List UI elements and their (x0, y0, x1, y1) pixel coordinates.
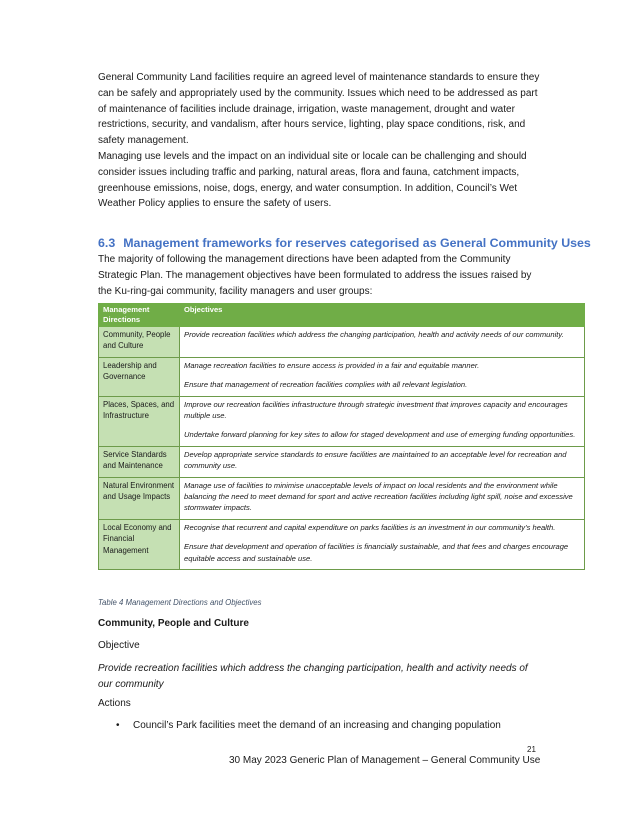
section-number: 6.3 (98, 236, 116, 250)
objective-label: Objective (98, 640, 140, 651)
bullet-icon: • (116, 720, 120, 731)
section-title: Management frameworks for reserves categorised as General Community Uses (123, 236, 591, 250)
table-row (99, 327, 585, 358)
section-intro: The majority of following the management directions have been adapted from the Community Strategic Plan. The management objectives have been formulated to address the issues raised by the Ku-ring-gai community, facility managers and user groups: (98, 254, 532, 297)
action-list-item (116, 720, 501, 731)
header-directions: Management Directions (99, 304, 180, 327)
objectives-cell (180, 446, 585, 477)
footer-text: 30 May 2023 Generic Plan of Management – General Community Use (229, 755, 541, 766)
page-number: 21 (527, 745, 536, 754)
table-row (99, 519, 585, 569)
table-row (99, 396, 585, 446)
direction-cell: Service Standards and Maintenance (99, 446, 180, 477)
objectives-cell (180, 357, 585, 396)
header-objectives: Objectives (180, 304, 585, 327)
objective-line: Ensure that management of recreation facilities complies with all relevant legislation. (184, 380, 468, 390)
table-row (99, 357, 585, 396)
objective-line: Undertake forward planning for key sites to allow for staged development and use of emerging funding opportunities. (184, 430, 576, 440)
objectives-cell (180, 477, 585, 519)
objectives-cell (180, 396, 585, 446)
objective-line: Develop appropriate service standards to ensure facilities are maintained to an acceptable level for recreation and community use. (184, 449, 567, 471)
objective-line: Improve our recreation facilities infrastructure through strategic investment that improves capacity and encourages multiple use. (184, 399, 568, 421)
maintenance-paragraph: General Community Land facilities require an agreed level of maintenance standards to ensure they can be safely and appropriately used by the community. Issues which need to be addressed as part of maintenance of facilities include drainage, irrigation, waste management, drought and water restrictions, security, and vandalism, after hours service, lighting, play space conditions, risk, and safety management. (98, 72, 540, 147)
action-text: Council’s Park facilities meet the demand of an increasing and changing population (133, 720, 501, 731)
objective-line: Manage use of facilities to minimise unacceptable levels of impact on local residents and the environment while balancing the need to meet demand for sport and active recreation facilities including light spill, noise and excessive stormwater impacts. (184, 480, 573, 513)
use-levels-paragraph: Managing use levels and the impact on an individual site or locale can be challenging and should consider issues including traffic and parking, natural areas, flora and fauna, catchment impacts, greenhouse emissions, noise, dogs, energy, and water consumption. In addition, Council’s Wet Weather Policy applies to ensure the safety of users. (98, 151, 527, 210)
direction-cell: Leadership and Governance (99, 357, 180, 396)
objective-text: Provide recreation facilities which address the changing participation, health and activity needs of our community (98, 663, 528, 690)
table-caption: Table 4 Management Directions and Objectives (98, 598, 262, 607)
objective-line: Recognise that recurrent and capital expenditure on parks facilities is an investment in our community’s health. (184, 522, 556, 532)
community-heading: Community, People and Culture (98, 618, 249, 629)
objective-line: Ensure that development and operation of facilities is financially sustainable, and that fees and charges encourage equitable access and sustainable use. (184, 542, 569, 563)
direction-cell: Local Economy and Financial Management (99, 519, 180, 569)
direction-cell: Natural Environment and Usage Impacts (99, 477, 180, 519)
management-directions-table (98, 303, 585, 570)
objective-line: Provide recreation facilities which address the changing participation, health and activity needs of our community. (184, 330, 564, 339)
direction-cell: Community, People and Culture (99, 327, 180, 358)
objectives-cell (180, 327, 585, 358)
actions-label: Actions (98, 698, 131, 709)
table-row (99, 446, 585, 477)
table-header-row (99, 304, 585, 327)
section-heading (98, 236, 591, 250)
table-body (99, 327, 585, 570)
objective-line: Manage recreation facilities to ensure access is provided in a fair and equitable manner. (184, 360, 480, 370)
table-row (99, 477, 585, 519)
objectives-cell (180, 519, 585, 569)
direction-cell: Places, Spaces, and Infrastructure (99, 396, 180, 446)
